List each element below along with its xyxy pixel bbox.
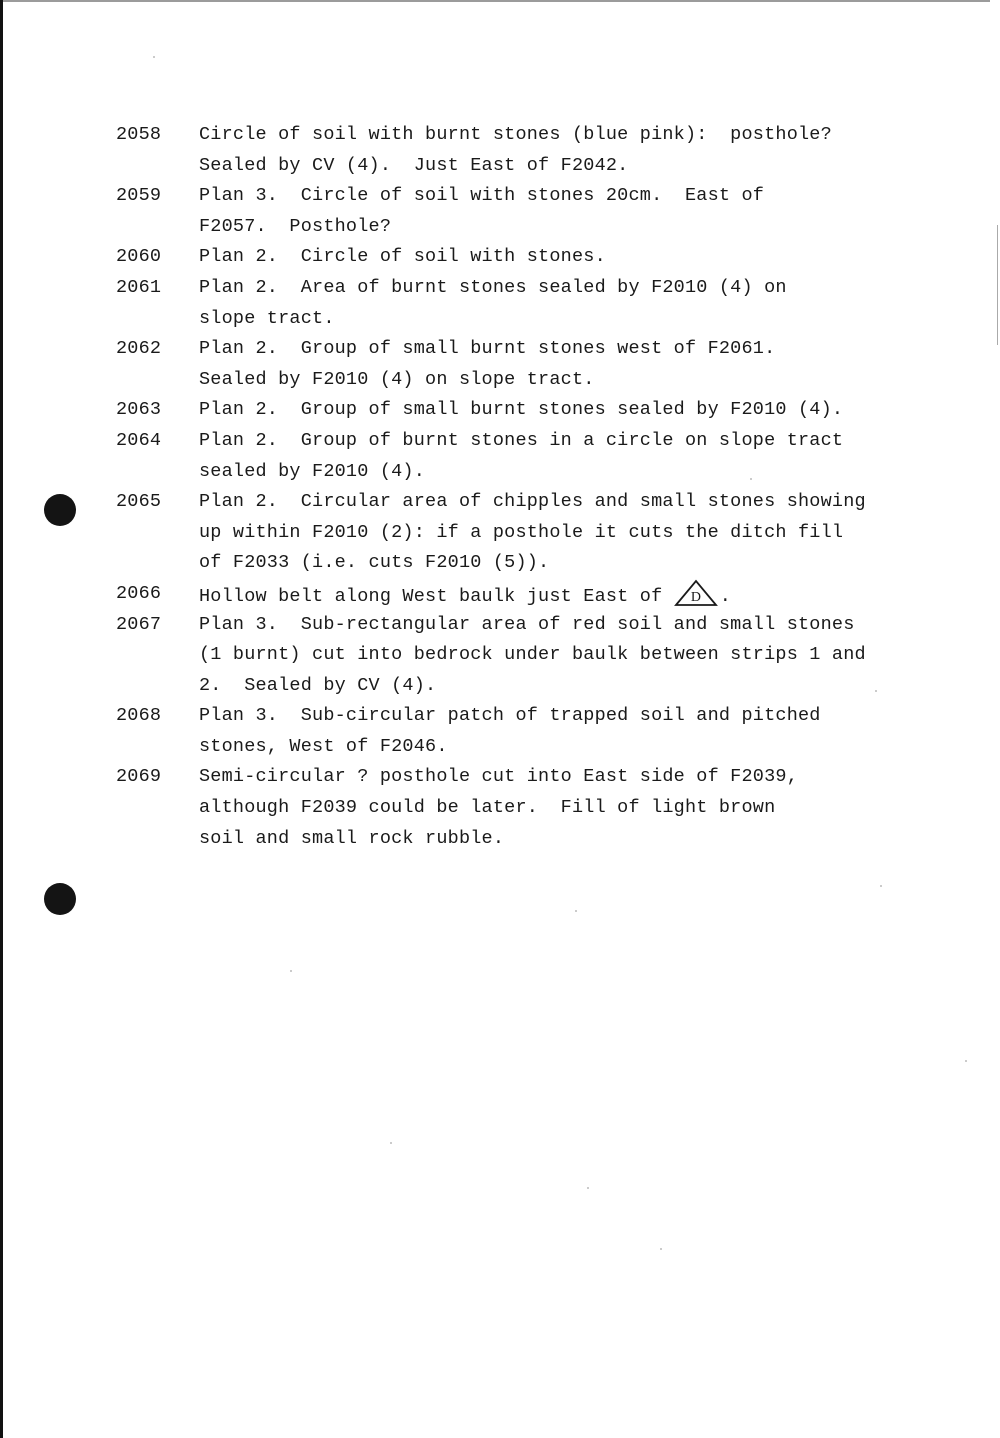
description-line <box>199 518 959 549</box>
feature-number: 2064 <box>116 429 162 451</box>
svg-text:D: D <box>690 589 701 605</box>
line-text: up within F2010 (2): if a posthole it cuts the ditch fill <box>199 521 844 543</box>
line-text: although F2039 could be later. Fill of light brown <box>199 797 776 819</box>
line-text: soil and small rock rubble. <box>199 827 505 849</box>
description-line <box>199 395 959 426</box>
line-text: slope tract. <box>199 307 335 329</box>
feature-description <box>199 487 959 579</box>
line-text: Hollow belt along West baulk just East of <box>199 585 674 607</box>
description-line <box>199 579 959 610</box>
feature-description <box>199 579 959 610</box>
description-line <box>199 273 959 304</box>
description-line <box>199 610 959 641</box>
line-text: stones, West of F2046. <box>199 735 448 757</box>
feature-entry <box>0 395 1000 426</box>
feature-entry <box>0 181 1000 242</box>
line-text: Plan 2. Circular area of chipples and small stones showing <box>199 491 866 513</box>
feature-number: 2061 <box>116 276 162 298</box>
description-line <box>199 120 959 151</box>
line-text: 2. Sealed by CV (4). <box>199 674 437 696</box>
line-text: Plan 2. Circle of soil with stones. <box>199 246 606 268</box>
feature-description <box>199 334 959 395</box>
line-text: Circle of soil with burnt stones (blue pink): posthole? <box>199 124 832 145</box>
scan-speck <box>290 970 292 972</box>
feature-entry <box>0 701 1000 762</box>
feature-entry <box>0 579 1000 610</box>
line-text: Plan 2. Group of burnt stones in a circle on slope tract <box>199 429 844 451</box>
line-text: Plan 3. Circle of soil with stones 20cm. East of <box>199 185 765 207</box>
feature-list <box>0 120 1000 854</box>
feature-entry <box>0 120 1000 181</box>
line-text: Sealed by CV (4). Just East of F2042. <box>199 154 629 176</box>
feature-number: 2068 <box>116 705 162 727</box>
feature-description <box>199 120 959 181</box>
feature-description <box>199 426 959 487</box>
feature-number: 2059 <box>116 185 162 207</box>
scan-speck <box>587 1187 589 1189</box>
feature-number: 2069 <box>116 766 162 788</box>
description-line <box>199 457 959 488</box>
line-text: (1 burnt) cut into bedrock under baulk between strips 1 and <box>199 644 866 666</box>
feature-number: 2067 <box>116 613 162 635</box>
feature-entry <box>0 334 1000 395</box>
line-text: sealed by F2010 (4). <box>199 460 426 482</box>
description-line <box>199 548 959 579</box>
description-line <box>199 334 959 365</box>
description-line <box>199 793 959 824</box>
description-line <box>199 671 959 702</box>
description-line <box>199 212 959 243</box>
scan-speck <box>153 56 155 58</box>
feature-entry <box>0 762 1000 854</box>
feature-number: 2063 <box>116 399 162 421</box>
description-line <box>199 701 959 732</box>
feature-entry <box>0 273 1000 334</box>
description-line <box>199 242 959 273</box>
line-text: Plan 3. Sub-rectangular area of red soil and small stones <box>199 613 855 635</box>
description-line <box>199 151 959 182</box>
feature-description <box>199 273 959 334</box>
description-line <box>199 640 959 671</box>
scan-speck <box>660 1248 662 1250</box>
line-text: Sealed by F2010 (4) on slope tract. <box>199 368 595 390</box>
line-text: F2057. Posthole? <box>199 215 392 237</box>
feature-description <box>199 181 959 242</box>
line-text: Semi-circular ? posthole cut into East side of F2039, <box>199 766 798 788</box>
scan-speck <box>390 1142 392 1144</box>
page-top-edge <box>0 0 990 2</box>
description-line <box>199 762 959 793</box>
feature-description <box>199 701 959 762</box>
description-line <box>199 426 959 457</box>
line-text: Plan 2. Group of small burnt stones sealed by F2010 (4). <box>199 399 844 421</box>
feature-description <box>199 762 959 854</box>
line-text: Plan 2. Area of burnt stones sealed by F2010 (4) on <box>199 276 787 298</box>
description-line <box>199 732 959 763</box>
feature-number: 2062 <box>116 338 162 360</box>
description-line <box>199 824 959 855</box>
feature-entry <box>0 610 1000 702</box>
scan-speck <box>880 885 882 887</box>
line-text: Plan 3. Sub-circular patch of trapped soil and pitched <box>199 705 821 727</box>
feature-number: 2065 <box>116 491 162 513</box>
feature-entry <box>0 426 1000 487</box>
feature-entry <box>0 242 1000 273</box>
scan-speck <box>575 910 577 912</box>
triangle-d-symbol-icon <box>674 579 720 607</box>
line-suffix: . <box>719 585 731 607</box>
description-line <box>199 304 959 335</box>
feature-description <box>199 242 959 273</box>
description-line <box>199 181 959 212</box>
feature-number: 2060 <box>116 246 162 268</box>
description-line <box>199 487 959 518</box>
punch-hole-bottom <box>44 883 76 915</box>
feature-description <box>199 395 959 426</box>
scan-speck <box>965 1060 967 1062</box>
feature-number: 2066 <box>116 582 162 604</box>
feature-entry <box>0 487 1000 579</box>
description-line <box>199 365 959 396</box>
line-text: of F2033 (i.e. cuts F2010 (5)). <box>199 552 550 574</box>
feature-description <box>199 610 959 702</box>
feature-number: 2058 <box>116 124 162 145</box>
line-text: Plan 2. Group of small burnt stones west of F2061. <box>199 338 776 360</box>
